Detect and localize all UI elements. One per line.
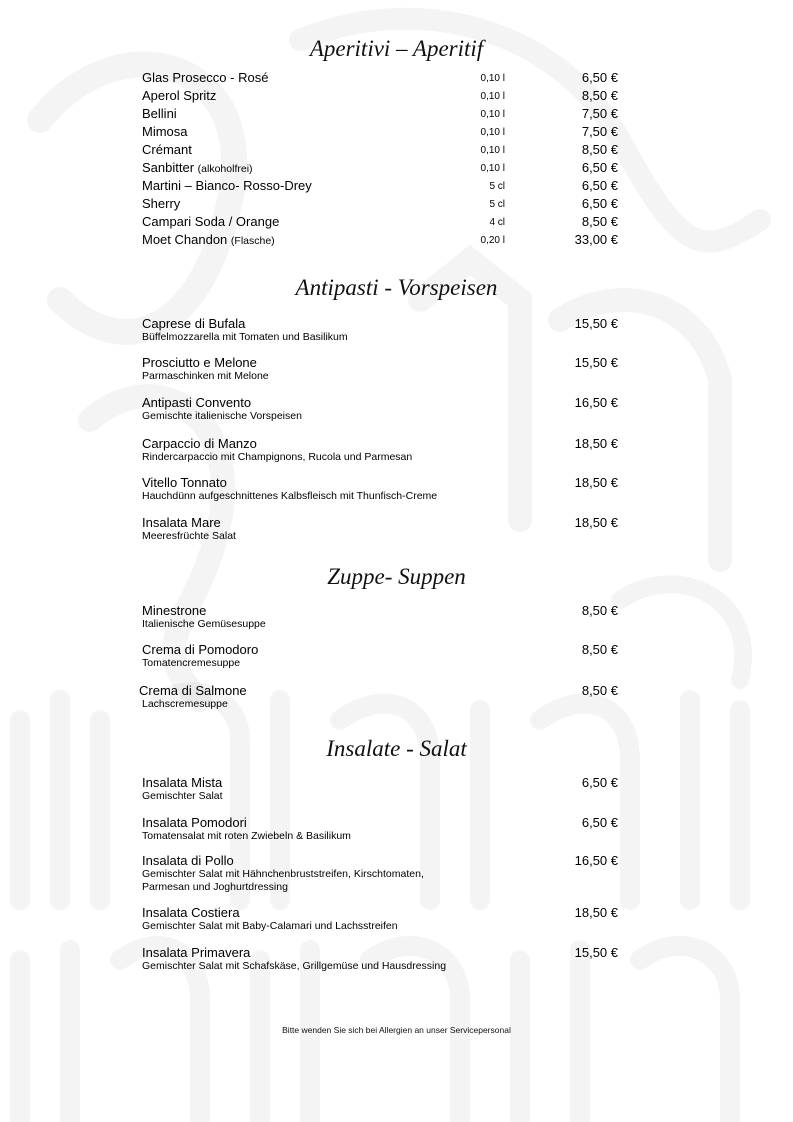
- item-description: Tomatensalat mit roten Zwiebeln & Basilikum: [142, 830, 351, 842]
- item-volume: 0,10 l: [480, 109, 505, 120]
- item-name: Sherry: [142, 196, 181, 211]
- item-description: Rindercarpaccio mit Champignons, Rucola und Parmesan: [142, 451, 413, 463]
- menu-item: [142, 775, 622, 803]
- item-price: 16,50 €: [574, 395, 618, 410]
- menu-item: [142, 177, 622, 195]
- menu-item: [142, 853, 622, 894]
- item-description: Büffelmozzarella mit Tomaten und Basilikum: [142, 331, 348, 343]
- menu-item: [142, 123, 622, 141]
- item-name: Carpaccio di Manzo: [142, 436, 257, 451]
- item-price: 6,50 €: [581, 70, 618, 85]
- item-price: 15,50 €: [574, 355, 618, 370]
- item-volume: 0,10 l: [480, 91, 505, 102]
- item-name-text: Moet Chandon: [142, 232, 228, 247]
- item-name: Insalata Costiera: [142, 905, 240, 920]
- item-name: Martini – Bianco- Rosso-Drey: [142, 178, 312, 193]
- menu-item: [142, 231, 622, 249]
- item-price: 18,50 €: [574, 515, 618, 530]
- menu-item: [142, 105, 622, 123]
- section-title-aperitif: Aperitivi – Aperitif: [309, 36, 484, 61]
- item-name: Insalata Mare: [142, 515, 221, 530]
- item-description: Meeresfrüchte Salat: [142, 530, 236, 542]
- item-volume: 0,10 l: [480, 163, 505, 174]
- menu-item: [142, 159, 622, 177]
- item-name: Minestrone: [142, 603, 207, 618]
- menu-item: [142, 395, 622, 423]
- item-volume: 0,10 l: [480, 145, 505, 156]
- item-description: Gemischter Salat mit Schafskäse, Grillgemüse und Hausdressing: [142, 960, 447, 972]
- item-description: Hauchdünn aufgeschnittenes Kalbsfleisch mit Thunfisch-Creme: [142, 490, 438, 502]
- item-price: 7,50 €: [581, 106, 618, 121]
- item-price: 15,50 €: [574, 316, 618, 331]
- item-name: Crema di Pomodoro: [142, 642, 259, 657]
- menu-item: [142, 515, 622, 543]
- item-name: Crémant: [142, 142, 192, 157]
- menu-item: [142, 316, 622, 344]
- item-name: Insalata di Pollo: [142, 853, 234, 868]
- item-name: Prosciutto e Melone: [142, 355, 257, 370]
- item-price: 7,50 €: [581, 124, 618, 139]
- menu-item: [142, 815, 622, 843]
- menu-item: [142, 603, 622, 631]
- item-name: Mimosa: [142, 124, 188, 139]
- item-price: 8,50 €: [581, 603, 618, 618]
- item-price: 33,00 €: [574, 232, 618, 247]
- menu-item: [142, 87, 622, 105]
- item-volume: 5 cl: [489, 181, 505, 192]
- item-name: Glas Prosecco - Rosé: [142, 70, 269, 85]
- item-name: Crema di Salmone: [139, 683, 247, 698]
- item-price: 6,50 €: [581, 196, 618, 211]
- section-title-antipasti: Antipasti - Vorspeisen: [295, 275, 498, 300]
- item-price: 15,50 €: [574, 945, 618, 960]
- item-description: Gemischte italienische Vorspeisen: [142, 410, 302, 422]
- item-name: [142, 159, 253, 178]
- item-description: Italienische Gemüsesuppe: [142, 618, 266, 630]
- item-name: Bellini: [142, 106, 177, 121]
- item-description: Gemischter Salat: [142, 790, 223, 802]
- item-price: 8,50 €: [581, 142, 618, 157]
- section-title-suppen: Zuppe- Suppen: [327, 564, 466, 589]
- item-description: Parmaschinken mit Melone: [142, 370, 269, 382]
- menu-item: [142, 141, 622, 159]
- item-note: (Flasche): [230, 235, 275, 247]
- item-volume: 0,20 l: [480, 235, 505, 246]
- section-title-salat: Insalate - Salat: [326, 736, 467, 761]
- item-description: Gemischter Salat mit Hähnchenbruststreifen, Kirschtomaten,: [142, 868, 424, 880]
- item-volume: 0,10 l: [480, 127, 505, 138]
- item-price: 18,50 €: [574, 905, 618, 920]
- item-price: 16,50 €: [574, 853, 618, 868]
- item-name: [142, 231, 275, 250]
- item-price: 8,50 €: [581, 642, 618, 657]
- item-volume: 0,10 l: [480, 73, 505, 84]
- item-price: 18,50 €: [574, 436, 618, 451]
- item-price: 6,50 €: [581, 160, 618, 175]
- item-description: Lachscremesuppe: [142, 698, 228, 710]
- item-name: Campari Soda / Orange: [142, 214, 280, 229]
- item-price: 6,50 €: [581, 178, 618, 193]
- item-name: Vitello Tonnato: [142, 475, 227, 490]
- item-description-line2: Parmesan und Joghurtdressing: [142, 881, 288, 893]
- menu-item: [142, 905, 622, 933]
- menu-item: [142, 945, 622, 973]
- item-name: Aperol Spritz: [142, 88, 217, 103]
- item-volume: 4 cl: [489, 217, 505, 228]
- item-price: 18,50 €: [574, 475, 618, 490]
- menu-item: [142, 642, 622, 670]
- item-name: Caprese di Bufala: [142, 316, 246, 331]
- menu-item: [139, 683, 622, 711]
- item-price: 8,50 €: [581, 88, 618, 103]
- item-price: 6,50 €: [581, 775, 618, 790]
- item-name-text: Sanbitter: [142, 160, 195, 175]
- item-price: 6,50 €: [581, 815, 618, 830]
- menu-item: [142, 355, 622, 383]
- item-volume: 5 cl: [489, 199, 505, 210]
- item-note: (alkoholfrei): [197, 163, 253, 175]
- menu-item: [142, 213, 622, 231]
- allergy-notice: Bitte wenden Sie sich bei Allergien an unser Servicepersonal: [282, 1025, 511, 1035]
- item-name: Insalata Mista: [142, 775, 223, 790]
- item-description: Tomatencremesuppe: [142, 657, 241, 669]
- item-name: Antipasti Convento: [142, 395, 252, 410]
- item-description: Gemischter Salat mit Baby-Calamari und Lachsstreifen: [142, 920, 398, 932]
- item-name: Insalata Primavera: [142, 945, 251, 960]
- item-price: 8,50 €: [581, 683, 618, 698]
- item-price: 8,50 €: [581, 214, 618, 229]
- item-name: Insalata Pomodori: [142, 815, 247, 830]
- menu-item: [142, 69, 622, 87]
- menu-item: [142, 436, 622, 464]
- menu-item: [142, 475, 622, 503]
- menu-item: [142, 195, 622, 213]
